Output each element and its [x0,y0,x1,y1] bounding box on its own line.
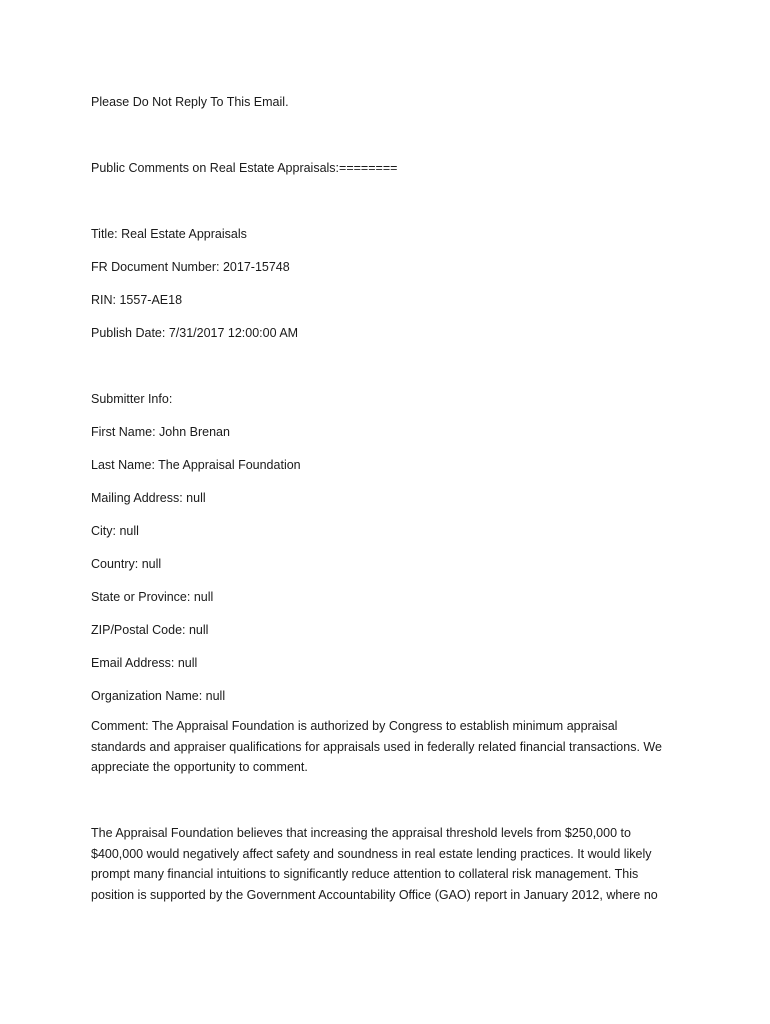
comment-body: The Appraisal Foundation believes that increasing the appraisal threshold levels from $250,000 to $400,000 would negatively affect safety and soundness in real estate lending practices. It would likely prompt many financial intuitions to significantly reduce attention to collateral risk management. This position is supported by the Government Accountability Office (GAO) report in January 2012, where no [91,826,658,902]
section-heading: Public Comments on Real Estate Appraisals:======== [91,161,398,175]
submitter-first-name: First Name: John Brenan [91,425,230,439]
submitter-mailing-address: Mailing Address: null [91,491,206,505]
document-title: Title: Real Estate Appraisals [91,227,247,241]
submitter-last-name: Last Name: The Appraisal Foundation [91,458,301,472]
submitter-organization: Organization Name: null [91,689,226,703]
no-reply-notice: Please Do Not Reply To This Email. [91,95,289,109]
publish-date: Publish Date: 7/31/2017 12:00:00 AM [91,326,299,340]
submitter-state: State or Province: null [91,590,214,604]
rin-number: RIN: 1557-AE18 [91,293,183,307]
submitter-city: City: null [91,524,139,538]
submitter-email: Email Address: null [91,656,198,670]
submitter-heading: Submitter Info: [91,392,173,406]
submitter-country: Country: null [91,557,162,571]
fr-document-number: FR Document Number: 2017-15748 [91,260,290,274]
submitter-zip: ZIP/Postal Code: null [91,623,209,637]
comment-intro: Comment: The Appraisal Foundation is authorized by Congress to establish minimum appraisal standards and appraiser qualifications for appraisals used in federally related financial transactions. We appreciate the opportunity to comment. [91,719,662,774]
